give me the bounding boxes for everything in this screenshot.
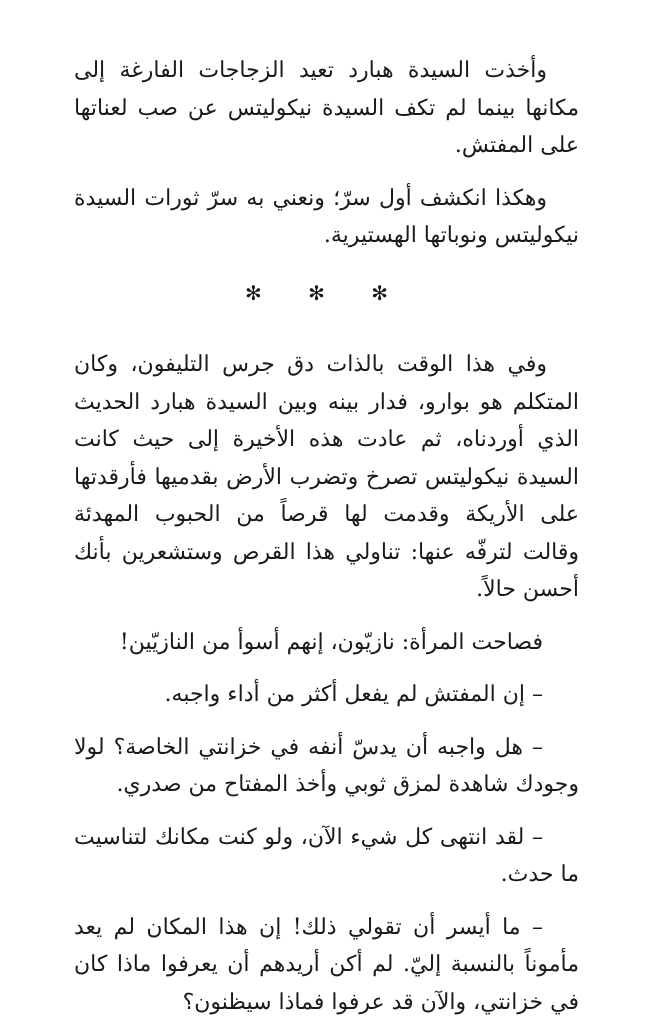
dialogue-line: – لقد انتهى كل شيء الآن، ولو كنت مكانك لتناسيت ما حدث. (74, 824, 579, 887)
paragraph: وهكذا انكشف أول سرّ؛ ونعني به سرّ ثورات السيدة نيكوليتس ونوباتها الهستيرية. (74, 185, 579, 248)
dialogue-line: – إن المفتش لم يفعل أكثر من أداء واجبه. (164, 682, 543, 707)
dialogue-line: – هل واجبه أن يدسّ أنفه في خزانتي الخاصة؟ لولا وجودك شاهدة لمزق ثوبي وأخذ المفتاح من صدري. (74, 734, 579, 797)
book-page (74, 52, 579, 1036)
paragraph: وأخذت السيدة هبارد تعيد الزجاجات الفارغة إلى مكانها بينما لم تكف السيدة نيكوليتس عن صب لعناتها على المفتش. (74, 58, 579, 158)
paragraph: وفي هذا الوقت بالذات دق جرس التليفون، وكان المتكلم هو بوارو، فدار بينه وبين السيدة هبارد الحديث الذي أوردناه، ثم عادت هذه الأخيرة إلى حيث كانت السيدة نيكوليتس تصرخ وتضرب الأرض بقدميها فأرقدتها على الأريكة وقدمت لها قرصاً من الحبوب المهدئة وقالت لترفّه عنها: تناولي هذا القرص وستشعرين بأنك أحسن حالاً. (74, 352, 579, 602)
dialogue-line: – ما أيسر أن تقولي ذلك! إن هذا المكان لم يعد مأموناً بالنسبة إليّ. لم أكن أريدهم أن يعرفوا ماذا كان في خزانتي، والآن قد عرفوا فماذا سيظنون؟ (74, 914, 579, 1015)
section-separator: ✻ ✻ ✻ (245, 280, 408, 305)
dialogue-line: فصاحت المرأة: نازيّون، إنهم أسوأ من النازيّين! (119, 629, 543, 655)
